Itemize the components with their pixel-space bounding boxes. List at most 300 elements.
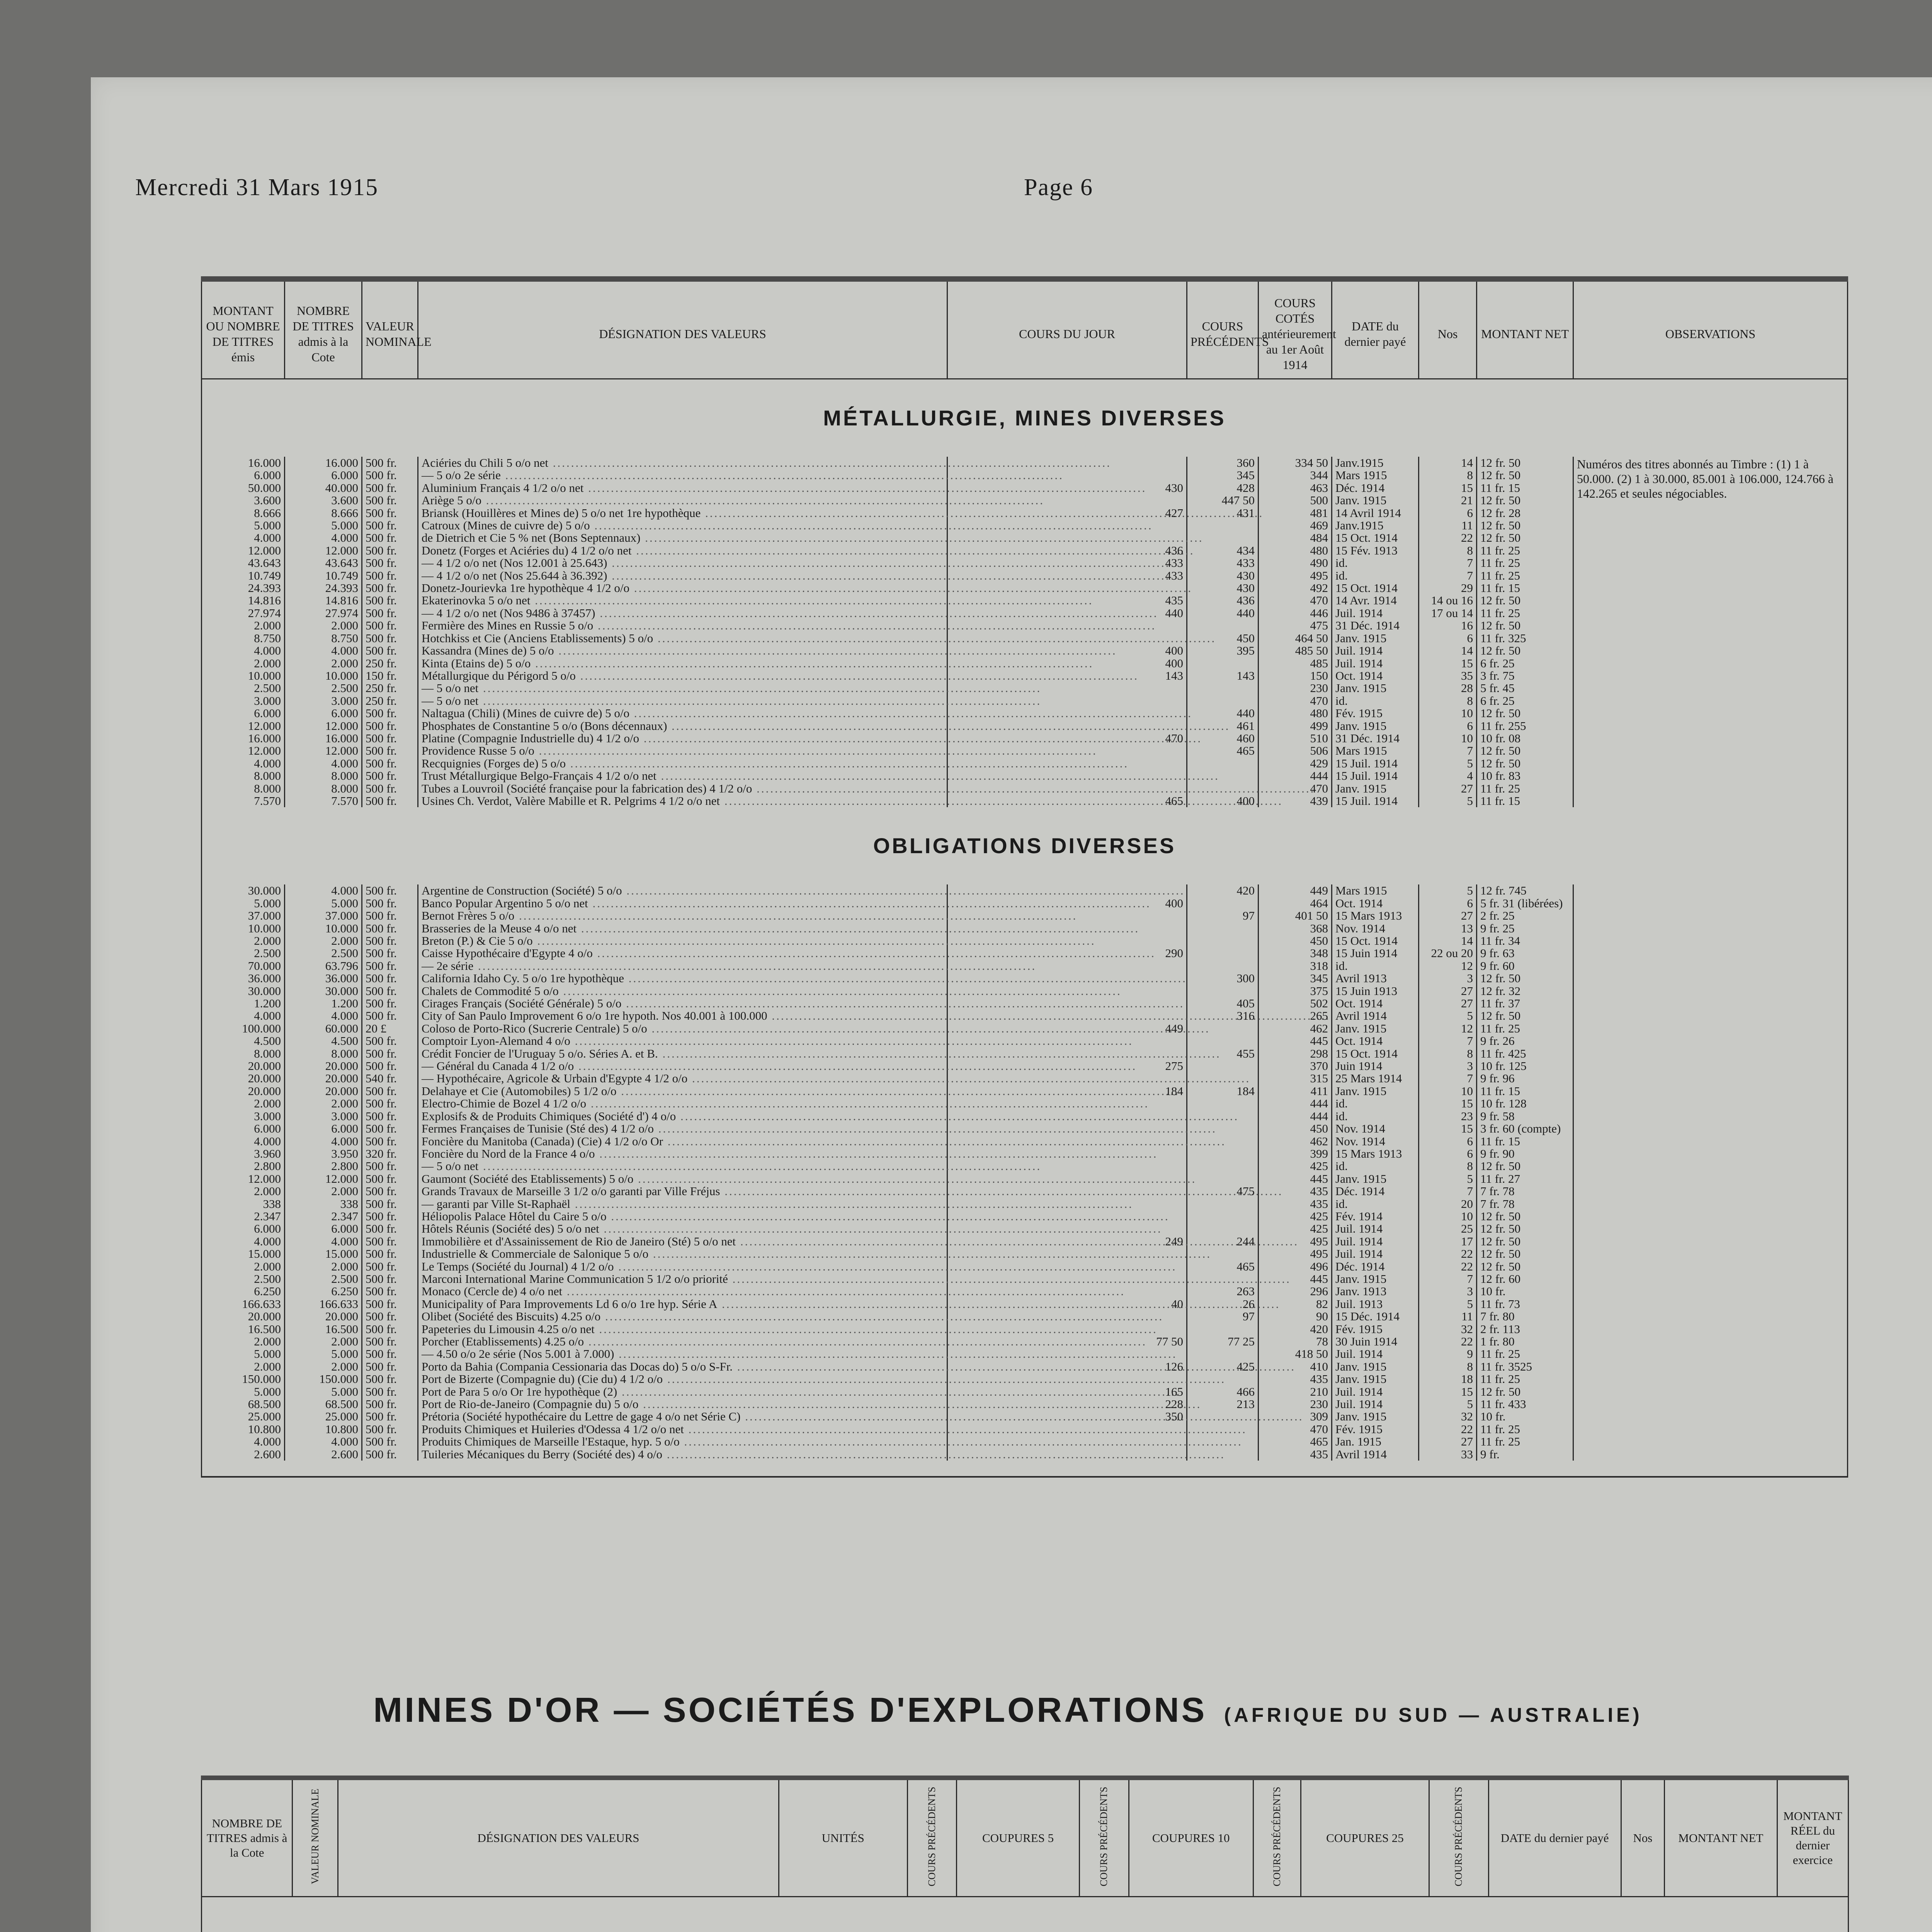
col-valeur-nominale: VALEUR NOMINALE — [293, 1778, 338, 1897]
cell-coupon-montant: 11 fr. 25 — [1477, 557, 1573, 569]
table-row — [202, 1448, 1848, 1461]
cell-cours-cotes: 425 — [1259, 1223, 1332, 1235]
col-coupon-montant-2: MONTANT NET — [1665, 1778, 1777, 1897]
cell-cours-jour: 184 — [947, 1085, 1187, 1097]
cell-nombre: 2.000 — [285, 657, 362, 670]
cell-coupon-no: 35 — [1419, 670, 1477, 682]
cell-nombre: 37.000 — [285, 910, 362, 922]
cell-coupon-no: 20 — [1419, 1198, 1477, 1210]
cell-montant: 8.000 — [202, 770, 285, 782]
cell-valeur: 500 fr. — [362, 1335, 418, 1348]
cell-coupon-date: 25 Mars 1914 — [1332, 1072, 1419, 1085]
cell-cours-jour: 435 — [947, 594, 1187, 607]
cell-cours-jour: 440 — [947, 607, 1187, 619]
cell-designation: Port de Rio-de-Janeiro (Compagnie du) 5 o/o ..... — [418, 1398, 947, 1410]
table-row — [202, 1310, 1848, 1323]
cell-coupon-no: 15 — [1419, 482, 1477, 494]
cell-nombre: 2.000 — [285, 1185, 362, 1197]
cell-nombre: 8.000 — [285, 770, 362, 782]
cell-montant: 4.000 — [202, 532, 285, 544]
cell-coupon-date: Oct. 1914 — [1332, 670, 1419, 682]
cell-coupon-no: 3 — [1419, 972, 1477, 985]
cell-valeur: 500 fr. — [362, 1386, 418, 1398]
cell-coupon-montant: 11 fr. 25 — [1477, 1348, 1573, 1360]
cell-montant: 10.000 — [202, 922, 285, 935]
cell-designation: Municipality of Para Improvements Ld 6 o/o 1re hyp. Série A ..... — [418, 1298, 947, 1310]
cell-nombre: 2.800 — [285, 1160, 362, 1172]
cell-coupon-montant: 11 fr. 25 — [1477, 1373, 1573, 1385]
cell-cours-jour: 400 — [947, 897, 1187, 910]
cell-valeur: 500 fr. — [362, 884, 418, 897]
cell-designation: Cirages Français (Société Générale) 5 o/o ..... — [418, 997, 947, 1010]
cell-montant: 6.000 — [202, 469, 285, 481]
cell-cours-cotes: 429 — [1259, 757, 1332, 770]
cell-coupon-date: Janv. 1915 — [1332, 1022, 1419, 1035]
cell-designation: Catroux (Mines de cuivre de) 5 o/o ..... — [418, 519, 947, 532]
cell-montant: 12.000 — [202, 1173, 285, 1185]
cell-coupon-no: 10 — [1419, 1210, 1477, 1223]
cell-cours-cotes: 463 — [1259, 482, 1332, 494]
col-montant: MONTANT OU NOMBRE DE TITRES émis — [202, 279, 285, 379]
cell-designation: Ekaterinovka 5 o/o net ..... — [418, 594, 947, 607]
cell-valeur: 500 fr. — [362, 532, 418, 544]
cell-coupon-no: 8 — [1419, 469, 1477, 481]
cell-coupon-no: 33 — [1419, 1448, 1477, 1461]
cell-montant: 1.200 — [202, 997, 285, 1010]
cell-nombre: 2.000 — [285, 1335, 362, 1348]
cell-coupon-no: 27 — [1419, 782, 1477, 795]
cell-coupon-date: 15 Mars 1913 — [1332, 910, 1419, 922]
cell-coupon-no: 27 — [1419, 997, 1477, 1010]
table-row — [202, 1010, 1848, 1022]
cell-cours-precedents — [1187, 1060, 1259, 1072]
cell-cours-cotes: 496 — [1259, 1260, 1332, 1273]
cell-coupon-date: 14 Avr. 1914 — [1332, 594, 1419, 607]
cell-cours-jour: 350 — [947, 1410, 1187, 1423]
cell-montant: 3.000 — [202, 695, 285, 707]
cell-coupon-no: 10 — [1419, 1085, 1477, 1097]
cell-coupon-date: 31 Déc. 1914 — [1332, 619, 1419, 632]
cell-nombre: 4.000 — [285, 1135, 362, 1148]
cell-coupon-date: Juil. 1913 — [1332, 1298, 1419, 1310]
cell-nombre: 3.600 — [285, 494, 362, 507]
cell-cours-precedents: 465 — [1187, 745, 1259, 757]
cell-montant: 2.000 — [202, 657, 285, 670]
table-row — [202, 1160, 1848, 1172]
cell-cours-precedents — [1187, 1035, 1259, 1047]
cell-coupon-no: 22 — [1419, 1335, 1477, 1348]
cell-valeur: 500 fr. — [362, 1235, 418, 1248]
cell-cours-precedents — [1187, 935, 1259, 947]
table-row — [202, 960, 1848, 972]
cell-coupon-date: 15 Déc. 1914 — [1332, 1310, 1419, 1323]
cell-designation: — 5 o/o 2e série ..... — [418, 469, 947, 481]
cell-valeur: 250 fr. — [362, 695, 418, 707]
cell-designation: Donetz-Jourievka 1re hypothèque 4 1/2 o/o ..... — [418, 582, 947, 594]
cell-cours-precedents — [1187, 1148, 1259, 1160]
cell-designation: Coloso de Porto-Rico (Sucrerie Centrale) 5 o/o ..... — [418, 1022, 947, 1035]
cell-designation: Papeteries du Limousin 4.25 o/o net ..... — [418, 1323, 947, 1335]
cell-cours-cotes: 375 — [1259, 985, 1332, 997]
cell-valeur: 500 fr. — [362, 1085, 418, 1097]
cell-montant: 20.000 — [202, 1085, 285, 1097]
cell-coupon-date: Juil. 1914 — [1332, 1248, 1419, 1260]
cell-cours-cotes: 469 — [1259, 519, 1332, 532]
cell-valeur: 500 fr. — [362, 1135, 418, 1148]
cell-cours-jour: 126 — [947, 1361, 1187, 1373]
cell-cours-cotes: 298 — [1259, 1048, 1332, 1060]
cell-montant: 16.500 — [202, 1323, 285, 1335]
cell-nombre: 3.000 — [285, 1110, 362, 1122]
cell-designation: Ariège 5 o/o ..... — [418, 494, 947, 507]
cell-coupon-date: 15 Oct. 1914 — [1332, 935, 1419, 947]
cell-valeur: 500 fr. — [362, 1361, 418, 1373]
cell-observations — [1573, 1373, 1848, 1385]
cell-nombre: 5.000 — [285, 519, 362, 532]
cell-coupon-date: Juil. 1914 — [1332, 1386, 1419, 1398]
cell-coupon-date: 15 Juin 1913 — [1332, 985, 1419, 997]
cell-coupon-montant: 11 fr. 34 — [1477, 935, 1573, 947]
table-row — [202, 1097, 1848, 1110]
cell-coupon-no: 32 — [1419, 1410, 1477, 1423]
cell-designation: Foncière du Nord de la France 4 o/o ..... — [418, 1148, 947, 1160]
cell-cours-cotes: 344 — [1259, 469, 1332, 481]
cell-montant: 68.500 — [202, 1398, 285, 1410]
cell-nombre: 1.200 — [285, 997, 362, 1010]
col-coupon-date-2: DATE du dernier payé — [1488, 1778, 1621, 1897]
cell-coupon-montant: 12 fr. 50 — [1477, 1248, 1573, 1260]
col-nombre: NOMBRE DE TITRES admis à la Cote — [285, 279, 362, 379]
cell-cours-cotes: 230 — [1259, 682, 1332, 694]
cell-cours-precedents: 430 — [1187, 570, 1259, 582]
cell-designation: Usines Ch. Verdot, Valère Mabille et R. Pelgrims 4 1/2 o/o net ..... — [418, 795, 947, 807]
col-designation-valeurs: DÉSIGNATION DES VALEURS — [338, 1778, 779, 1897]
col-observations: OBSERVATIONS — [1573, 279, 1848, 379]
cell-cours-precedents: 450 — [1187, 632, 1259, 645]
cell-cours-jour: 228 — [947, 1398, 1187, 1410]
cell-observations — [1573, 1298, 1848, 1310]
cell-cours-cotes: 480 — [1259, 707, 1332, 719]
cell-observations — [1573, 1248, 1848, 1260]
cell-coupon-no: 7 — [1419, 570, 1477, 582]
table-spacer — [202, 1897, 1849, 1932]
cell-coupon-montant: 11 fr. 15 — [1477, 482, 1573, 494]
cell-coupon-montant: 12 fr. 50 — [1477, 457, 1573, 469]
cell-coupon-montant: 7 fr. 80 — [1477, 1310, 1573, 1323]
cell-cours-precedents: 431 — [1187, 507, 1259, 519]
cell-coupon-montant: 12 fr. 50 — [1477, 645, 1573, 657]
col-cours-precedents: COURS PRÉCÉDENTS — [1187, 279, 1259, 379]
cell-observations — [1573, 1060, 1848, 1072]
table-row — [202, 1223, 1848, 1235]
cell-coupon-montant: 10 fr. 08 — [1477, 732, 1573, 745]
cell-coupon-date: 15 Oct. 1914 — [1332, 532, 1419, 544]
cell-observations — [1573, 884, 1848, 897]
cell-cours-precedents: 447 50 — [1187, 494, 1259, 507]
cell-coupon-date: Janv. 1915 — [1332, 1173, 1419, 1185]
cell-coupon-montant: 12 fr. 50 — [1477, 1235, 1573, 1248]
cell-coupon-date: Fév. 1914 — [1332, 1210, 1419, 1223]
cell-designation: — garanti par Ville St-Raphaël ..... — [418, 1198, 947, 1210]
cell-coupon-date: Janv. 1915 — [1332, 1410, 1419, 1423]
cell-cours-cotes: 450 — [1259, 935, 1332, 947]
cell-nombre: 16.500 — [285, 1323, 362, 1335]
cell-cours-jour: 433 — [947, 557, 1187, 569]
cell-nombre: 4.000 — [285, 757, 362, 770]
cell-coupon-no: 5 — [1419, 757, 1477, 770]
cell-montant: 50.000 — [202, 482, 285, 494]
cell-coupon-no: 6 — [1419, 1135, 1477, 1148]
cell-montant: 5.000 — [202, 897, 285, 910]
cell-valeur: 500 fr. — [362, 935, 418, 947]
cell-cours-precedents — [1187, 1097, 1259, 1110]
cell-coupon-montant: 11 fr. 255 — [1477, 720, 1573, 732]
cell-cours-cotes: 506 — [1259, 745, 1332, 757]
cell-cours-cotes: 470 — [1259, 695, 1332, 707]
cell-montant: 6.250 — [202, 1285, 285, 1298]
cell-cours-cotes: 210 — [1259, 1386, 1332, 1398]
cell-coupon-no: 10 — [1419, 707, 1477, 719]
cell-coupon-date: Janv. 1913 — [1332, 1285, 1419, 1298]
cell-cours-cotes: 499 — [1259, 720, 1332, 732]
cell-coupon-montant: 12 fr. 60 — [1477, 1273, 1573, 1285]
cell-montant: 10.000 — [202, 670, 285, 682]
cell-designation: Electro-Chimie de Bozel 4 1/2 o/o ..... — [418, 1097, 947, 1110]
cell-coupon-no: 10 — [1419, 732, 1477, 745]
cell-nombre: 20.000 — [285, 1060, 362, 1072]
cell-designation: Hotchkiss et Cie (Anciens Etablissements) 5 o/o ..... — [418, 632, 947, 645]
cell-montant: 15.000 — [202, 1248, 285, 1260]
cell-cours-precedents — [1187, 757, 1259, 770]
cell-coupon-no: 27 — [1419, 1435, 1477, 1448]
cell-coupon-date: Nov. 1914 — [1332, 1135, 1419, 1148]
cell-montant: 70.000 — [202, 960, 285, 972]
cell-nombre: 4.000 — [285, 884, 362, 897]
cell-cours-precedents — [1187, 947, 1259, 959]
cell-cours-precedents: 455 — [1187, 1048, 1259, 1060]
cell-cours-cotes: 445 — [1259, 1035, 1332, 1047]
cell-coupon-montant: 12 fr. 50 — [1477, 519, 1573, 532]
cell-montant: 12.000 — [202, 745, 285, 757]
cell-designation: Crédit Foncier de l'Uruguay 5 o/o. Séries A. et B. ..... — [418, 1048, 947, 1060]
cell-cours-precedents — [1187, 985, 1259, 997]
cell-coupon-date: Janv. 1915 — [1332, 632, 1419, 645]
cell-cours-precedents: 475 — [1187, 1185, 1259, 1197]
cell-coupon-montant: 9 fr. — [1477, 1448, 1573, 1461]
cell-coupon-no: 8 — [1419, 695, 1477, 707]
cell-observations — [1573, 1072, 1848, 1085]
cell-observations — [1573, 1185, 1848, 1197]
table-row — [202, 1335, 1848, 1348]
cell-coupon-no: 17 — [1419, 1235, 1477, 1248]
cell-valeur: 500 fr. — [362, 745, 418, 757]
cell-nombre: 43.643 — [285, 557, 362, 569]
cell-coupon-no: 18 — [1419, 1373, 1477, 1385]
cell-observations — [1573, 1410, 1848, 1423]
cell-cours-jour: 427 — [947, 507, 1187, 519]
cell-valeur: 500 fr. — [362, 1122, 418, 1135]
col-cours-prec-1: COURS PRÉCÉDENTS — [907, 1778, 957, 1897]
cell-montant: 10.800 — [202, 1423, 285, 1435]
cell-designation: Argentine de Construction (Société) 5 o/o ..... — [418, 884, 947, 897]
cell-cours-cotes: 495 — [1259, 1235, 1332, 1248]
cell-coupon-date: 15 Juil. 1914 — [1332, 770, 1419, 782]
table-row — [202, 1122, 1848, 1135]
cell-nombre: 20.000 — [285, 1085, 362, 1097]
cell-coupon-date: Juil. 1914 — [1332, 1223, 1419, 1235]
cell-coupon-montant: 12 fr. 50 — [1477, 619, 1573, 632]
cell-observations — [1573, 1361, 1848, 1373]
cell-coupon-montant: 9 fr. 63 — [1477, 947, 1573, 959]
cell-montant: 4.000 — [202, 757, 285, 770]
cell-montant: 2.000 — [202, 1335, 285, 1348]
cell-cours-cotes: 334 50 — [1259, 457, 1332, 469]
cell-coupon-montant: 12 fr. 50 — [1477, 1160, 1573, 1172]
cell-coupon-no: 5 — [1419, 1298, 1477, 1310]
cell-coupon-date: 31 Déc. 1914 — [1332, 732, 1419, 745]
header-page-number: Page 6 — [1024, 174, 1094, 201]
col-cours-jour: COURS DU JOUR — [947, 279, 1187, 379]
cell-cours-jour: 275 — [947, 1060, 1187, 1072]
cell-montant: 12.000 — [202, 544, 285, 557]
cell-valeur: 500 fr. — [362, 607, 418, 619]
cell-designation: Marconi International Marine Communication 5 1/2 o/o priorité ..... — [418, 1273, 947, 1285]
cell-valeur: 500 fr. — [362, 960, 418, 972]
cell-cours-precedents: 428 — [1187, 482, 1259, 494]
cell-coupon-date: Janv. 1915 — [1332, 1085, 1419, 1097]
cell-coupon-no: 15 — [1419, 1386, 1477, 1398]
cell-coupon-montant: 11 fr. 15 — [1477, 582, 1573, 594]
cell-observations — [1573, 1160, 1848, 1172]
cell-coupon-no: 15 — [1419, 1122, 1477, 1135]
table-row — [202, 972, 1848, 985]
cell-designation: Produits Chimiques de Marseille l'Estaque, hyp. 5 o/o ..... — [418, 1435, 947, 1448]
cell-coupon-no: 9 — [1419, 1348, 1477, 1360]
cell-nombre: 25.000 — [285, 1410, 362, 1423]
cell-valeur: 500 fr. — [362, 582, 418, 594]
table-row — [202, 1210, 1848, 1223]
cell-coupon-montant: 9 fr. 96 — [1477, 1072, 1573, 1085]
cell-designation: Port de Bizerte (Compagnie du) (Cie du) 4 1/2 o/o ..... — [418, 1373, 947, 1385]
cell-valeur: 500 fr. — [362, 1223, 418, 1235]
cell-coupon-montant: 11 fr. 25 — [1477, 544, 1573, 557]
cell-coupon-montant: 10 fr. — [1477, 1285, 1573, 1298]
cell-coupon-date: Avril 1914 — [1332, 1010, 1419, 1022]
cell-cours-precedents: 440 — [1187, 707, 1259, 719]
cell-coupon-montant: 12 fr. 50 — [1477, 757, 1573, 770]
cell-nombre: 4.000 — [285, 645, 362, 657]
cell-observations — [1573, 1273, 1848, 1285]
cell-coupon-date: Déc. 1914 — [1332, 1185, 1419, 1197]
cell-coupon-montant: 12 fr. 50 — [1477, 745, 1573, 757]
col-valeur: VALEUR NOMINALE — [362, 279, 418, 379]
gold-table-header — [202, 1778, 1849, 1897]
cell-valeur: 500 fr. — [362, 732, 418, 745]
cell-observations — [1573, 910, 1848, 922]
cell-valeur: 500 fr. — [362, 1323, 418, 1335]
cell-coupon-no: 6 — [1419, 507, 1477, 519]
cell-cours-precedents: 405 — [1187, 997, 1259, 1010]
cell-coupon-montant: 6 fr. 25 — [1477, 657, 1573, 670]
cell-valeur: 250 fr. — [362, 682, 418, 694]
cell-coupon-montant: 9 fr. 58 — [1477, 1110, 1573, 1122]
cell-coupon-no: 14 ou 16 — [1419, 594, 1477, 607]
cell-coupon-no: 5 — [1419, 1010, 1477, 1022]
cell-coupon-no: 12 — [1419, 960, 1477, 972]
cell-nombre: 2.000 — [285, 1260, 362, 1273]
cell-observations — [1573, 960, 1848, 972]
cell-cours-precedents: 400 — [1187, 795, 1259, 807]
cell-montant: 10.749 — [202, 570, 285, 582]
cell-coupon-no: 22 — [1419, 1423, 1477, 1435]
cell-valeur: 500 fr. — [362, 707, 418, 719]
cell-valeur: 540 fr. — [362, 1072, 418, 1085]
cell-valeur: 500 fr. — [362, 897, 418, 910]
cell-observations — [1573, 1110, 1848, 1122]
cell-coupon-date: Janv. 1915 — [1332, 1373, 1419, 1385]
cell-montant: 3.600 — [202, 494, 285, 507]
cell-coupon-no: 27 — [1419, 910, 1477, 922]
cell-valeur: 500 fr. — [362, 720, 418, 732]
cell-coupon-date: 15 Oct. 1914 — [1332, 582, 1419, 594]
table-row — [202, 1260, 1848, 1273]
cell-valeur: 500 fr. — [362, 1273, 418, 1285]
table-row — [202, 1410, 1848, 1423]
cell-nombre: 5.000 — [285, 1348, 362, 1360]
cell-coupon-montant: 3 fr. 75 — [1477, 670, 1573, 682]
cell-observations — [1573, 1085, 1848, 1097]
cell-designation: Kinta (Etains de) 5 o/o ..... — [418, 657, 947, 670]
cell-coupon-montant: 11 fr. 15 — [1477, 795, 1573, 807]
cell-montant: 2.000 — [202, 1185, 285, 1197]
table-row — [202, 1072, 1848, 1085]
cell-cours-precedents — [1187, 1323, 1259, 1335]
table-row — [202, 985, 1848, 997]
cell-cours-precedents: 213 — [1187, 1398, 1259, 1410]
cell-montant: 150.000 — [202, 1373, 285, 1385]
cell-cours-cotes: 495 — [1259, 1248, 1332, 1260]
cell-valeur: 500 fr. — [362, 1448, 418, 1461]
cell-valeur: 320 fr. — [362, 1148, 418, 1160]
cell-designation: — 5 o/o net ..... — [418, 1160, 947, 1172]
cell-cours-cotes: 445 — [1259, 1173, 1332, 1185]
cell-nombre: 12.000 — [285, 745, 362, 757]
cell-montant: 2.500 — [202, 1273, 285, 1285]
cell-montant: 100.000 — [202, 1022, 285, 1035]
cell-coupon-no: 17 ou 14 — [1419, 607, 1477, 619]
cell-coupon-no: 15 — [1419, 657, 1477, 670]
cell-nombre: 16.000 — [285, 457, 362, 469]
cell-designation: California Idaho Cy. 5 o/o 1re hypothèque ..... — [418, 972, 947, 985]
cell-designation: Olibet (Société des Biscuits) 4.25 o/o ..... — [418, 1310, 947, 1323]
cell-coupon-date: Déc. 1914 — [1332, 1260, 1419, 1273]
cell-cours-cotes: 465 — [1259, 1435, 1332, 1448]
table-row — [202, 910, 1848, 922]
cell-observations — [1573, 947, 1848, 959]
title-main: MINES D'OR — SOCIÉTÉS D'EXPLORATIONS — [373, 1691, 1207, 1730]
cell-coupon-date: 15 Oct. 1914 — [1332, 1048, 1419, 1060]
cell-valeur: 150 fr. — [362, 670, 418, 682]
cell-observations — [1573, 1135, 1848, 1148]
gold-mines-table — [201, 1776, 1849, 1932]
cell-valeur: 500 fr. — [362, 1285, 418, 1298]
cell-designation: Monaco (Cercle de) 4 o/o net ..... — [418, 1285, 947, 1298]
cell-valeur: 500 fr. — [362, 757, 418, 770]
cell-designation: Chalets de Commodité 5 o/o ..... — [418, 985, 947, 997]
cell-montant: 8.000 — [202, 782, 285, 795]
cell-coupon-no: 22 ou 20 — [1419, 947, 1477, 959]
cell-observations — [1573, 1310, 1848, 1323]
